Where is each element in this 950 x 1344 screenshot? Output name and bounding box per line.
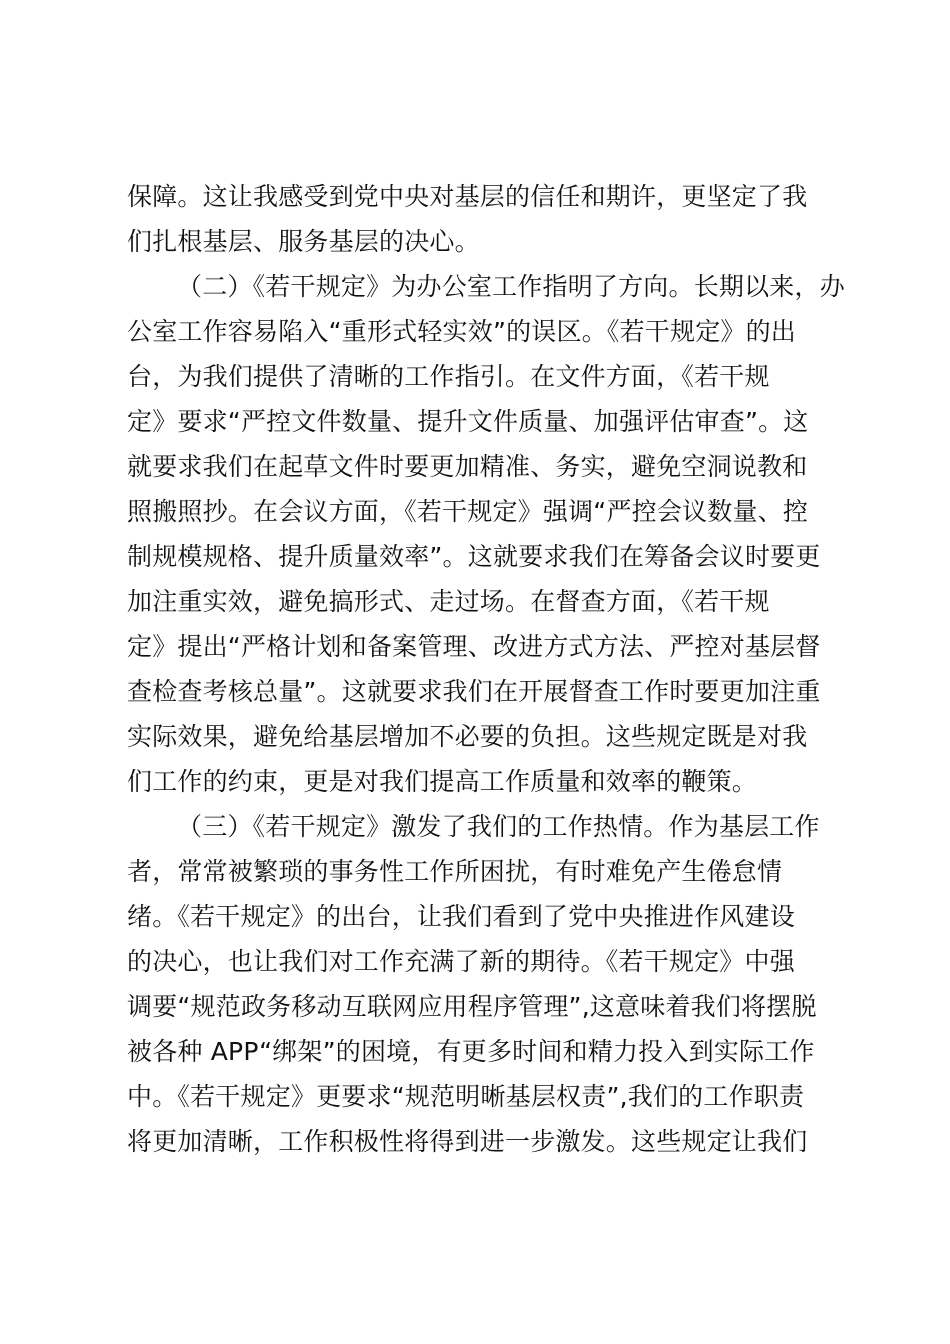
text-line: 中。《若干规定》更要求“规范明晰基层权责”,我们的工作职责 <box>127 1082 805 1111</box>
text-line: 就要求我们在起草文件时要更加精准、务实，避免空洞说教和 <box>127 452 808 481</box>
text-line: 实际效果，避免给基层增加不必要的负担。这些规定既是对我 <box>127 722 808 751</box>
text-line: 查检查考核总量”。这就要求我们在开展督查工作时要更加注重 <box>127 677 821 706</box>
section-heading-line: （三）《若干规定》激发了我们的工作热情。作为基层工作 <box>177 812 820 841</box>
document-body <box>127 174 845 1164</box>
text-line: 将更加清晰，工作积极性将得到进一步激发。这些规定让我们 <box>127 1127 808 1156</box>
text-line: 们工作的约束，更是对我们提高工作质量和效率的鞭策。 <box>127 767 758 796</box>
text-line: 被各种 APP“绑架”的困境，有更多时间和精力投入到实际工作 <box>127 1037 815 1066</box>
text-line: 保障。这让我感受到党中央对基层的信任和期许，更坚定了我 <box>127 182 808 211</box>
text-line: 绪。《若干规定》的出台，让我们看到了党中央推进作风建设 <box>127 902 795 931</box>
text-line: 加注重实效，避免搞形式、走过场。在督查方面，《若干规 <box>127 587 770 616</box>
text-line: 定》提出“严格计划和备案管理、改进方式方法、严控对基层督 <box>127 632 821 661</box>
text-line: 定》要求“严控文件数量、提升文件质量、加强评估审查”。这 <box>127 407 809 436</box>
text-line: 制规模规格、提升质量效率”。这就要求我们在筹备会议时要更 <box>127 542 821 571</box>
text-line: 公室工作容易陷入“重形式轻实效”的误区。《若干规定》的出 <box>127 317 797 346</box>
text-line: 调要“规范政务移动互联网应用程序管理”,这意味着我们将摆脱 <box>127 992 817 1021</box>
text-line: 台，为我们提供了清晰的工作指引。在文件方面，《若干规 <box>127 362 770 391</box>
text-line: 照搬照抄。在会议方面，《若干规定》强调“严控会议数量、控 <box>127 497 809 526</box>
text-line: 者，常常被繁琐的事务性工作所困扰，有时难免产生倦怠情 <box>127 857 783 886</box>
text-line: 们扎根基层、服务基层的决心。 <box>127 227 480 256</box>
text-line: 的决心，也让我们对工作充满了新的期待。《若干规定》中强 <box>127 947 795 976</box>
section-heading-line: （二）《若干规定》为办公室工作指明了方向。长期以来，办 <box>177 272 845 301</box>
